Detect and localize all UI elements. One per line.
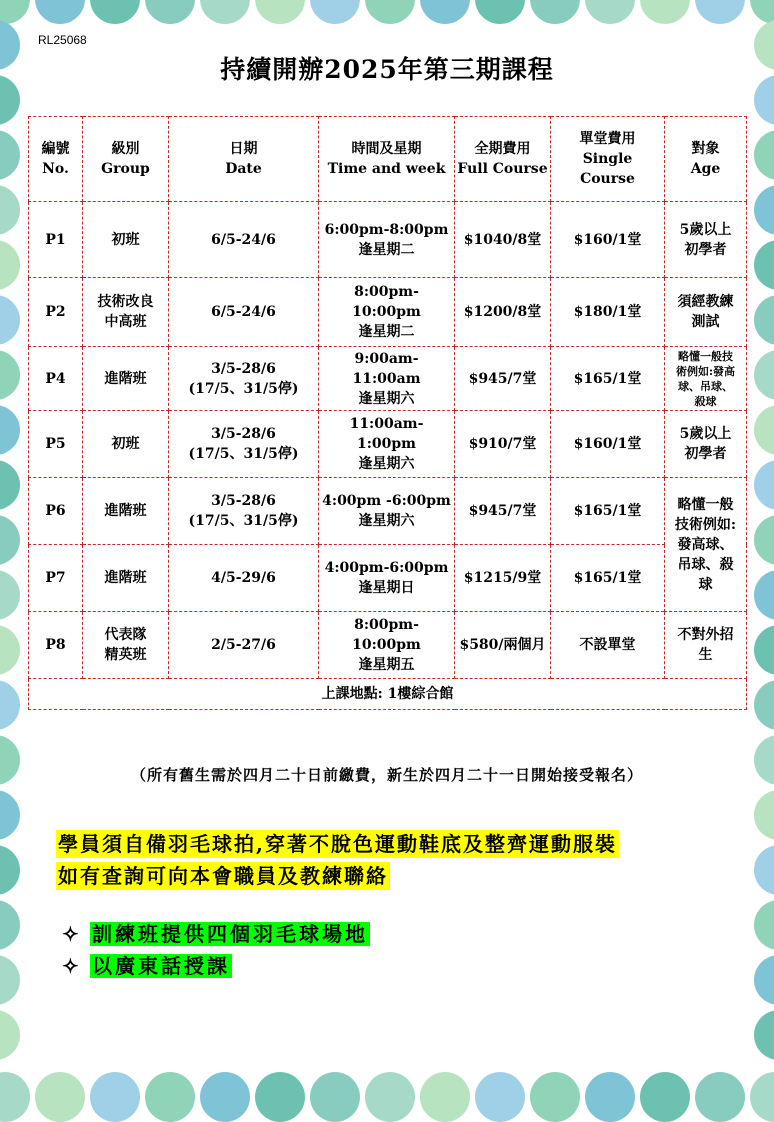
border-circle (0, 955, 20, 1005)
border-circle (0, 570, 20, 620)
border-circle (695, 1072, 745, 1122)
header-date: 日期 Date (169, 117, 319, 202)
table-row (29, 612, 747, 679)
table-row (29, 202, 747, 278)
border-circle (145, 0, 195, 24)
border-circle (754, 1010, 774, 1060)
border-circle (310, 1072, 360, 1122)
border-circle (365, 0, 415, 24)
border-circle (754, 130, 774, 180)
border-circle (754, 295, 774, 345)
header-no: 編號 No. (29, 117, 83, 202)
cell-group: 進階班 (83, 478, 169, 545)
cell-group: 進階班 (83, 545, 169, 612)
cell-time: 8:00pm-10:00pm 逢星期五 (319, 612, 455, 679)
sparkle-icon: ✧ (62, 922, 79, 946)
header-age: 對象 Age (665, 117, 747, 202)
border-circle (754, 350, 774, 400)
border-circle (530, 1072, 580, 1122)
cell-single-course: $180/1堂 (551, 278, 665, 347)
cell-no: P1 (29, 202, 83, 278)
cell-age: 不對外招 生 (665, 612, 747, 679)
border-circle (200, 1072, 250, 1122)
border-circle (0, 405, 20, 455)
border-circle (0, 845, 20, 895)
border-circle (255, 0, 305, 24)
border-circle (145, 1072, 195, 1122)
sparkle-icon: ✧ (62, 954, 79, 978)
cell-single-course: $165/1堂 (551, 478, 665, 545)
border-circle (0, 1010, 20, 1060)
border-circle (754, 515, 774, 565)
header-row (29, 117, 747, 202)
border-circle (35, 1072, 85, 1122)
cell-age: 須經教練 測試 (665, 278, 747, 347)
cell-age: 5歲以上 初學者 (665, 411, 747, 478)
border-circle (750, 0, 774, 24)
cell-date: 4/5-29/6 (169, 545, 319, 612)
course-table (28, 116, 747, 710)
border-circle (640, 1072, 690, 1122)
cell-group: 進階班 (83, 347, 169, 411)
cell-date: 3/5-28/6 (17/5、31/5停) (169, 478, 319, 545)
border-circle (754, 460, 774, 510)
cell-age-merged: 略懂一般 技術例如: 發高球、 吊球、殺 球 (665, 478, 747, 612)
table-row (29, 347, 747, 411)
registration-note: （所有舊生需於四月二十日前繳費，新生於四月二十一日開始接受報名） (130, 766, 643, 784)
cell-group: 技術改良 中高班 (83, 278, 169, 347)
cell-no: P8 (29, 612, 83, 679)
cell-full-course: $945/7堂 (455, 478, 551, 545)
border-circle (754, 900, 774, 950)
border-circle (0, 350, 20, 400)
cell-age: 5歲以上 初學者 (665, 202, 747, 278)
cell-single-course: $165/1堂 (551, 347, 665, 411)
table-row (29, 478, 747, 545)
border-circle (0, 680, 20, 730)
cell-no: P5 (29, 411, 83, 478)
cell-full-course: $945/7堂 (455, 347, 551, 411)
cell-time: 4:00pm -6:00pm 逢星期六 (319, 478, 455, 545)
cell-time: 9:00am-11:00am 逢星期六 (319, 347, 455, 411)
border-circle (420, 1072, 470, 1122)
border-circle (585, 0, 635, 24)
border-circle (585, 1072, 635, 1122)
cell-no: P6 (29, 478, 83, 545)
cell-no: P4 (29, 347, 83, 411)
border-circle (0, 240, 20, 290)
bullet-text: 訓練班提供四個羽毛球場地 (92, 922, 368, 946)
table-row (29, 278, 747, 347)
border-circle (754, 845, 774, 895)
border-circle (0, 185, 20, 235)
cell-single-course: $160/1堂 (551, 411, 665, 478)
cell-single-course: $165/1堂 (551, 545, 665, 612)
cell-group: 初班 (83, 202, 169, 278)
cell-full-course: $580/兩個月 (455, 612, 551, 679)
border-circle (0, 460, 20, 510)
border-circle (200, 0, 250, 24)
border-circle (754, 570, 774, 620)
border-circle (695, 0, 745, 24)
border-circle (0, 515, 20, 565)
border-circle (754, 405, 774, 455)
border-circle (475, 0, 525, 24)
reference-code: RL25068 (38, 33, 87, 47)
cell-time: 4:00pm-6:00pm 逢星期日 (319, 545, 455, 612)
cell-single-course: 不設單堂 (551, 612, 665, 679)
cell-time: 8:00pm-10:00pm 逢星期二 (319, 278, 455, 347)
cell-group: 代表隊 精英班 (83, 612, 169, 679)
bullet-language (62, 952, 232, 980)
header-time: 時間及星期 Time and week (319, 117, 455, 202)
border-circle (754, 625, 774, 675)
cell-date: 6/5-24/6 (169, 202, 319, 278)
cell-full-course: $1215/9堂 (455, 545, 551, 612)
border-circle (0, 295, 20, 345)
border-circle (0, 790, 20, 840)
border-circle (750, 1072, 774, 1122)
location: 上課地點: 1樓綜合館 (29, 679, 747, 710)
border-circle (475, 1072, 525, 1122)
border-circle (0, 1072, 30, 1122)
bullet-text: 以廣東話授課 (92, 954, 230, 978)
cell-full-course: $1040/8堂 (455, 202, 551, 278)
border-circle (365, 1072, 415, 1122)
cell-full-course: $910/7堂 (455, 411, 551, 478)
cell-time: 11:00am-1:00pm 逢星期六 (319, 411, 455, 478)
cell-date: 2/5-27/6 (169, 612, 319, 679)
cell-date: 3/5-28/6 (17/5、31/5停) (169, 347, 319, 411)
border-circle (90, 0, 140, 24)
cell-full-course: $1200/8堂 (455, 278, 551, 347)
table-row (29, 411, 747, 478)
border-circle (0, 0, 30, 24)
header-group: 級別 Group (83, 117, 169, 202)
border-circle (530, 0, 580, 24)
border-circle (0, 900, 20, 950)
cell-group: 初班 (83, 411, 169, 478)
border-circle (0, 130, 20, 180)
header-full-course: 全期費用 Full Course (455, 117, 551, 202)
equipment-notice: 學員須自備羽毛球拍,穿著不脫色運動鞋底及整齊運動服裝 (58, 832, 617, 856)
border-circle (420, 0, 470, 24)
border-circle (310, 0, 360, 24)
bullet-courts (62, 920, 370, 948)
header-single-course: 單堂費用 Single Course (551, 117, 665, 202)
border-circle (255, 1072, 305, 1122)
border-circle (0, 625, 20, 675)
table-row (29, 545, 747, 612)
cell-time: 6:00pm-8:00pm 逢星期二 (319, 202, 455, 278)
border-circle (90, 1072, 140, 1122)
border-circle (754, 790, 774, 840)
cell-single-course: $160/1堂 (551, 202, 665, 278)
cell-date: 3/5-28/6 (17/5、31/5停) (169, 411, 319, 478)
border-circle (754, 240, 774, 290)
border-circle (754, 185, 774, 235)
enquiry-notice: 如有查詢可向本會職員及教練聯絡 (58, 864, 388, 888)
cell-no: P2 (29, 278, 83, 347)
border-circle (754, 955, 774, 1005)
border-circle (640, 0, 690, 24)
page-title: 持續開辦2025年第三期課程 (220, 55, 554, 84)
cell-date: 6/5-24/6 (169, 278, 319, 347)
border-circle (35, 0, 85, 24)
cell-age: 略懂一般技 術例如:發高 球、吊球、 殺球 (665, 347, 747, 411)
border-circle (754, 680, 774, 730)
cell-no: P7 (29, 545, 83, 612)
